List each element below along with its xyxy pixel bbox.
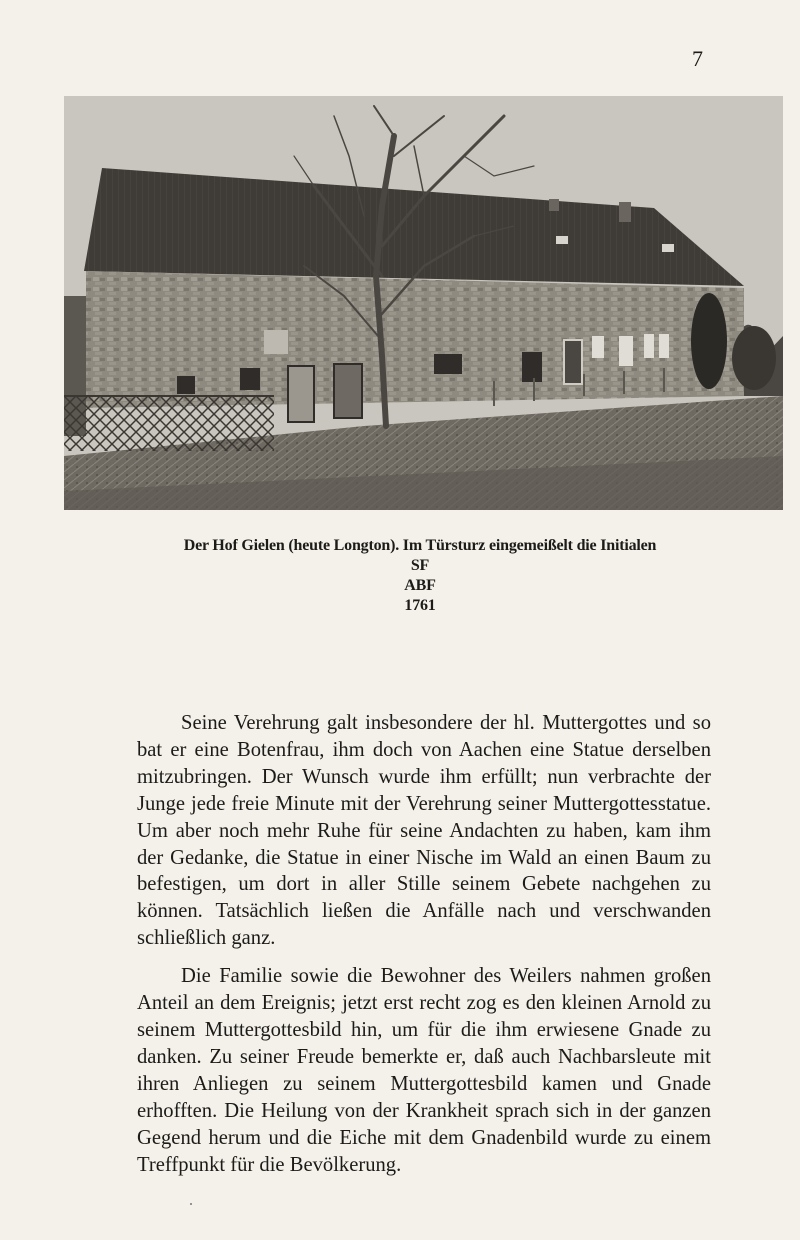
paragraph: Die Familie sowie die Bewohner des Weilers nahmen großen Anteil an dem Ereignis; jetzt erst recht zog es den kleinen Arnold zu seinem Muttergottesbild hin, um für die ihm erwiesene Gnade zu danken. Zu seiner Freude bemerkte er, daß auch Nachbarsleute mit ihren Anliegen zu seinem Muttergottesbild kamen und Gnade erhofften. Die Heilung von der Krankheit sprach sich in der ganzen Gegend herum und die Eiche mit dem Gnadenbild wurde zu einem Treffpunkt für die Bevölkerung. [137,965,711,1176]
caption-year: 1761 [404,597,436,614]
page-number: 7 [692,46,703,71]
caption-initials-line: SF [410,557,430,574]
figure-caption [120,536,720,616]
farmhouse-photo [64,96,783,510]
caption-line: Der Hof Gielen (heute Longton). Im Türsturz eingemeißelt die Initialen [183,537,657,554]
speck [190,1203,192,1205]
body-text [137,710,711,1178]
paragraph: Seine Verehrung galt insbesondere der hl. Muttergottes und so bat er eine Botenfrau, ihm doch von Aachen eine Statue derselben mitzubringen. Der Wunsch wurde ihm erfüllt; nun verbrachte der Junge jede freie Minute mit der Verehrung seiner Muttergottesstatue. Um aber noch mehr Ruhe für seine Andachten zu haben, kam ihm der Gedanke, die Statue in einer Nische im Wald an einen Baum zu befestigen, um dort in aller Stille seinem Gebete nachgehen zu können. Tatsächlich ließen die Anfälle nach und verschwanden schließlich ganz. [137,712,711,950]
caption-initials-line: ABF [404,577,436,594]
